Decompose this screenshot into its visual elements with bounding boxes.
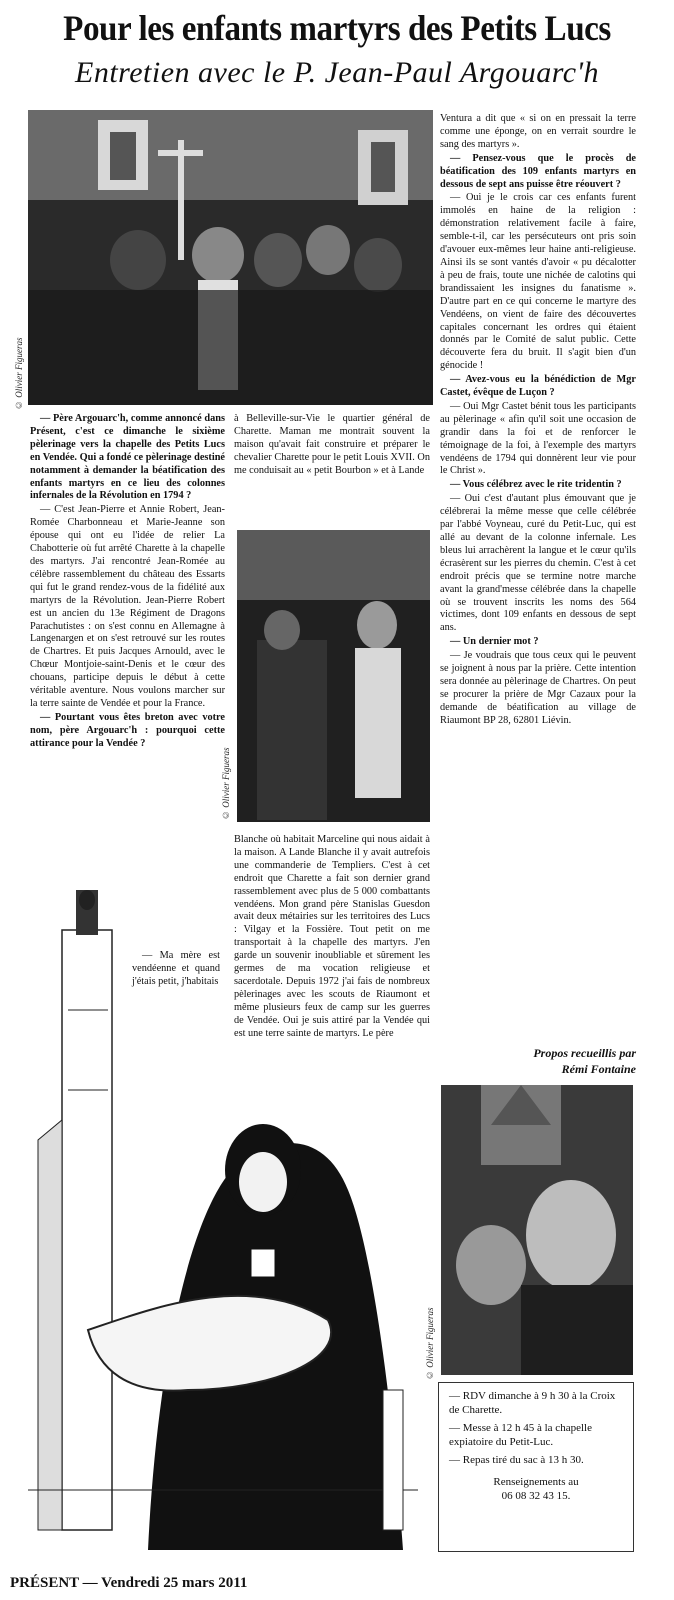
- portrait-illustration: [441, 1085, 633, 1375]
- info-repas: — Repas tiré du sac à 13 h 30.: [449, 1454, 584, 1466]
- info-rdv: — RDV dimanche à 9 h 30 à la Croix de Charette.: [449, 1390, 616, 1416]
- priest-photo: [237, 530, 430, 822]
- signature-line-2: Rémi Fontaine: [561, 1062, 636, 1076]
- answer-5: — Oui c'est d'autant plus émouvant que je célébrerai la même messe que celle célébrée par l'abbé Voyneau, curé du Petit-Luc, qui est allé au devant de la colonne infernale. Les bleus lui arrachèrent la langue et le cœur qu'ils écrasèrent sur les pierres du chemin. C'est à cet endroit précis que se termine notre marche avant la grand'messe célébrée dans la chapelle où se trouvent inscrits les noms des 564 victimes, dont 109 enfants en dessous de sept ans.: [440, 493, 636, 634]
- priest-photo-credit: © Olivier Figueras: [221, 747, 231, 820]
- article-title: Pour les enfants martyrs des Petits Lucs: [63, 8, 611, 48]
- middle-column-top: [234, 413, 430, 479]
- question-4: — Avez-vous eu la bénédiction de Mgr Castet, évêque de Luçon ?: [440, 374, 636, 399]
- answer-2-start: — Ma mère est vendéenne et quand j'étais petit, j'habitais: [132, 950, 220, 987]
- pieta-drawing: [28, 890, 418, 1560]
- procession-photo-credit: © Olivier Figueras: [14, 337, 24, 410]
- right-column: [440, 113, 636, 729]
- answer-1: — C'est Jean-Pierre et Annie Robert, Jean-Romée Charbonneau et Marie-Jeanne son épouse qui ont eu l'idée de relier La Chabotterie où fut arrêté Charette à la chapelle des martyrs. J'ai rencontré Jean-Romée au célèbre rassemblement du château des Essarts qui fut le grand rendez-vous de la fidélité aux martyrs de la Révolution. Jean-Pierre Robert est un ancien du 13e Régiment de Dragons Parachutistes : on s'est connu en Allemagne à Langenargen et on s'est retrouvé sur les routes de Chartres. Et puis Jacques Arnould, avec le Chœur Montjoie-saint-Denis et le cœur des chouans, participe depuis le début à cette véritable aventure. Nous voulons marcher sur la terre sainte de Vendée et pour la France.: [30, 504, 225, 709]
- procession-illustration: [28, 110, 433, 405]
- portrait-photo-credit: © Olivier Figueras: [425, 1307, 435, 1380]
- question-3: — Pensez-vous que le procès de béatification des 109 enfants martyrs en dessous de sept ans puisse être réouvert ?: [440, 152, 636, 190]
- article-subtitle: Entretien avec le P. Jean-Paul Argouarc'h: [75, 56, 599, 89]
- question-6: — Un dernier mot ?: [450, 636, 539, 648]
- answer-2-middle: à Belleville-sur-Vie le quartier général de Charette. Maman me montrait souvent la maison qu'avait fait construire et préparer le chevalier Charette pour le petit Louis XVII. On me conduisait au « petit Bourbon » et à Lande: [234, 413, 430, 476]
- left-column-top: [30, 413, 225, 752]
- answer-2-tail: Ventura a dit que « si on en pressait la terre comme une éponge, on en verrait sourdre le sang des martyrs ».: [440, 113, 636, 150]
- answer-3: — Oui je le crois car ces enfants furent immolés en haine de la religion : démonstration relativement facile à faire, semble-t-il, car les persécuteurs ont pris soin d'avouer eux-mêmes leur haine anti-religieuse. Ainsi ils se sont vantés d'avoir « pu décalotter à peu de frais, toute une nichée de calotins qui brandissaient les insignes du fanatisme ». D'autre part en ce qui concerne le martyre des Vendéens, on vient de faire des découvertes capitales concernant les ordres qui étaient donnés par le Comité de salut public. Cette découverte fera du bruit. Il s'agit bien d'un génocide !: [440, 192, 636, 372]
- question-2: — Pourtant vous êtes breton avec votre nom, père Argouarc'h : pourquoi cette attirance pour la Vendée ?: [30, 711, 225, 749]
- answer-6: — Je voudrais que tous ceux qui le peuvent se joignent à nous par la prière. Cette intention sera donnée au pèlerinage de Chartres. On peut se procurer la prière de Mgr Cazaux pour la demande de béatification au village de Riaumont BP 28, 62801 Liévin.: [440, 650, 636, 726]
- author-signature: [440, 1045, 636, 1077]
- info-messe: — Messe à 12 h 45 à la chapelle expiatoire du Petit-Luc.: [449, 1422, 592, 1448]
- pieta-illustration: [28, 890, 418, 1560]
- question-5: — Vous célébrez avec le rite tridentin ?: [450, 479, 622, 491]
- portrait-photo: [441, 1085, 633, 1375]
- info-renseignements: Renseignements au: [493, 1476, 579, 1488]
- answer-2-end: Blanche où habitait Marceline qui nous aidait à la maison. A Lande Blanche il y avait autrefois une commanderie de Templiers. C'est à cet endroit que Charette a fait son dernier grand rassemblement avec plus de 5 000 combattants vendéens. Mon grand père Stanislas Guesdon avait deux métairies sur les territoires des Lucs : Vilgay et la Fossière. Tout petit on me transportait à la chapelle des martyrs. J'en garde un souvenir inoubliable et sûrement les germes de ma vocation religieuse et sacerdotale. Depuis 1972 j'ai fais de nombreux pèlerinages avec les scouts de Riaumont et même plusieurs feux de camp sur les guerres de Vendée. Oui je suis attiré par la Vendée qui est une terre sainte de martyrs. Le père: [234, 834, 430, 1039]
- answer-4: — Oui Mgr Castet bénit tous les participants au pèlerinage « afin qu'il soit une occasion de grandir dans la foi et de renforcer le témoignage de la foi, à l'exemple des martyrs vendéens de 1794 qui donnèrent leur vie pour le Christ ».: [440, 400, 636, 477]
- procession-photo: [28, 110, 433, 405]
- event-info-box: [438, 1382, 634, 1552]
- newspaper-footer: PRÉSENT — Vendredi 25 mars 2011: [10, 1575, 248, 1591]
- info-phone: 06 08 32 43 15.: [501, 1490, 571, 1502]
- priest-illustration: [237, 530, 430, 822]
- question-1: — Père Argouarc'h, comme annoncé dans Présent, c'est ce dimanche le sixième pèlerinage vers la chapelle des Petits Lucs en Vendée. Qui a fondé ce pèlerinage destiné notamment à demander la béatification des enfants martyrs en ce lieu des colonnes infernales de la Révolution en 1794 ?: [30, 413, 225, 502]
- signature-line-1: Propos recueillis par: [533, 1046, 636, 1060]
